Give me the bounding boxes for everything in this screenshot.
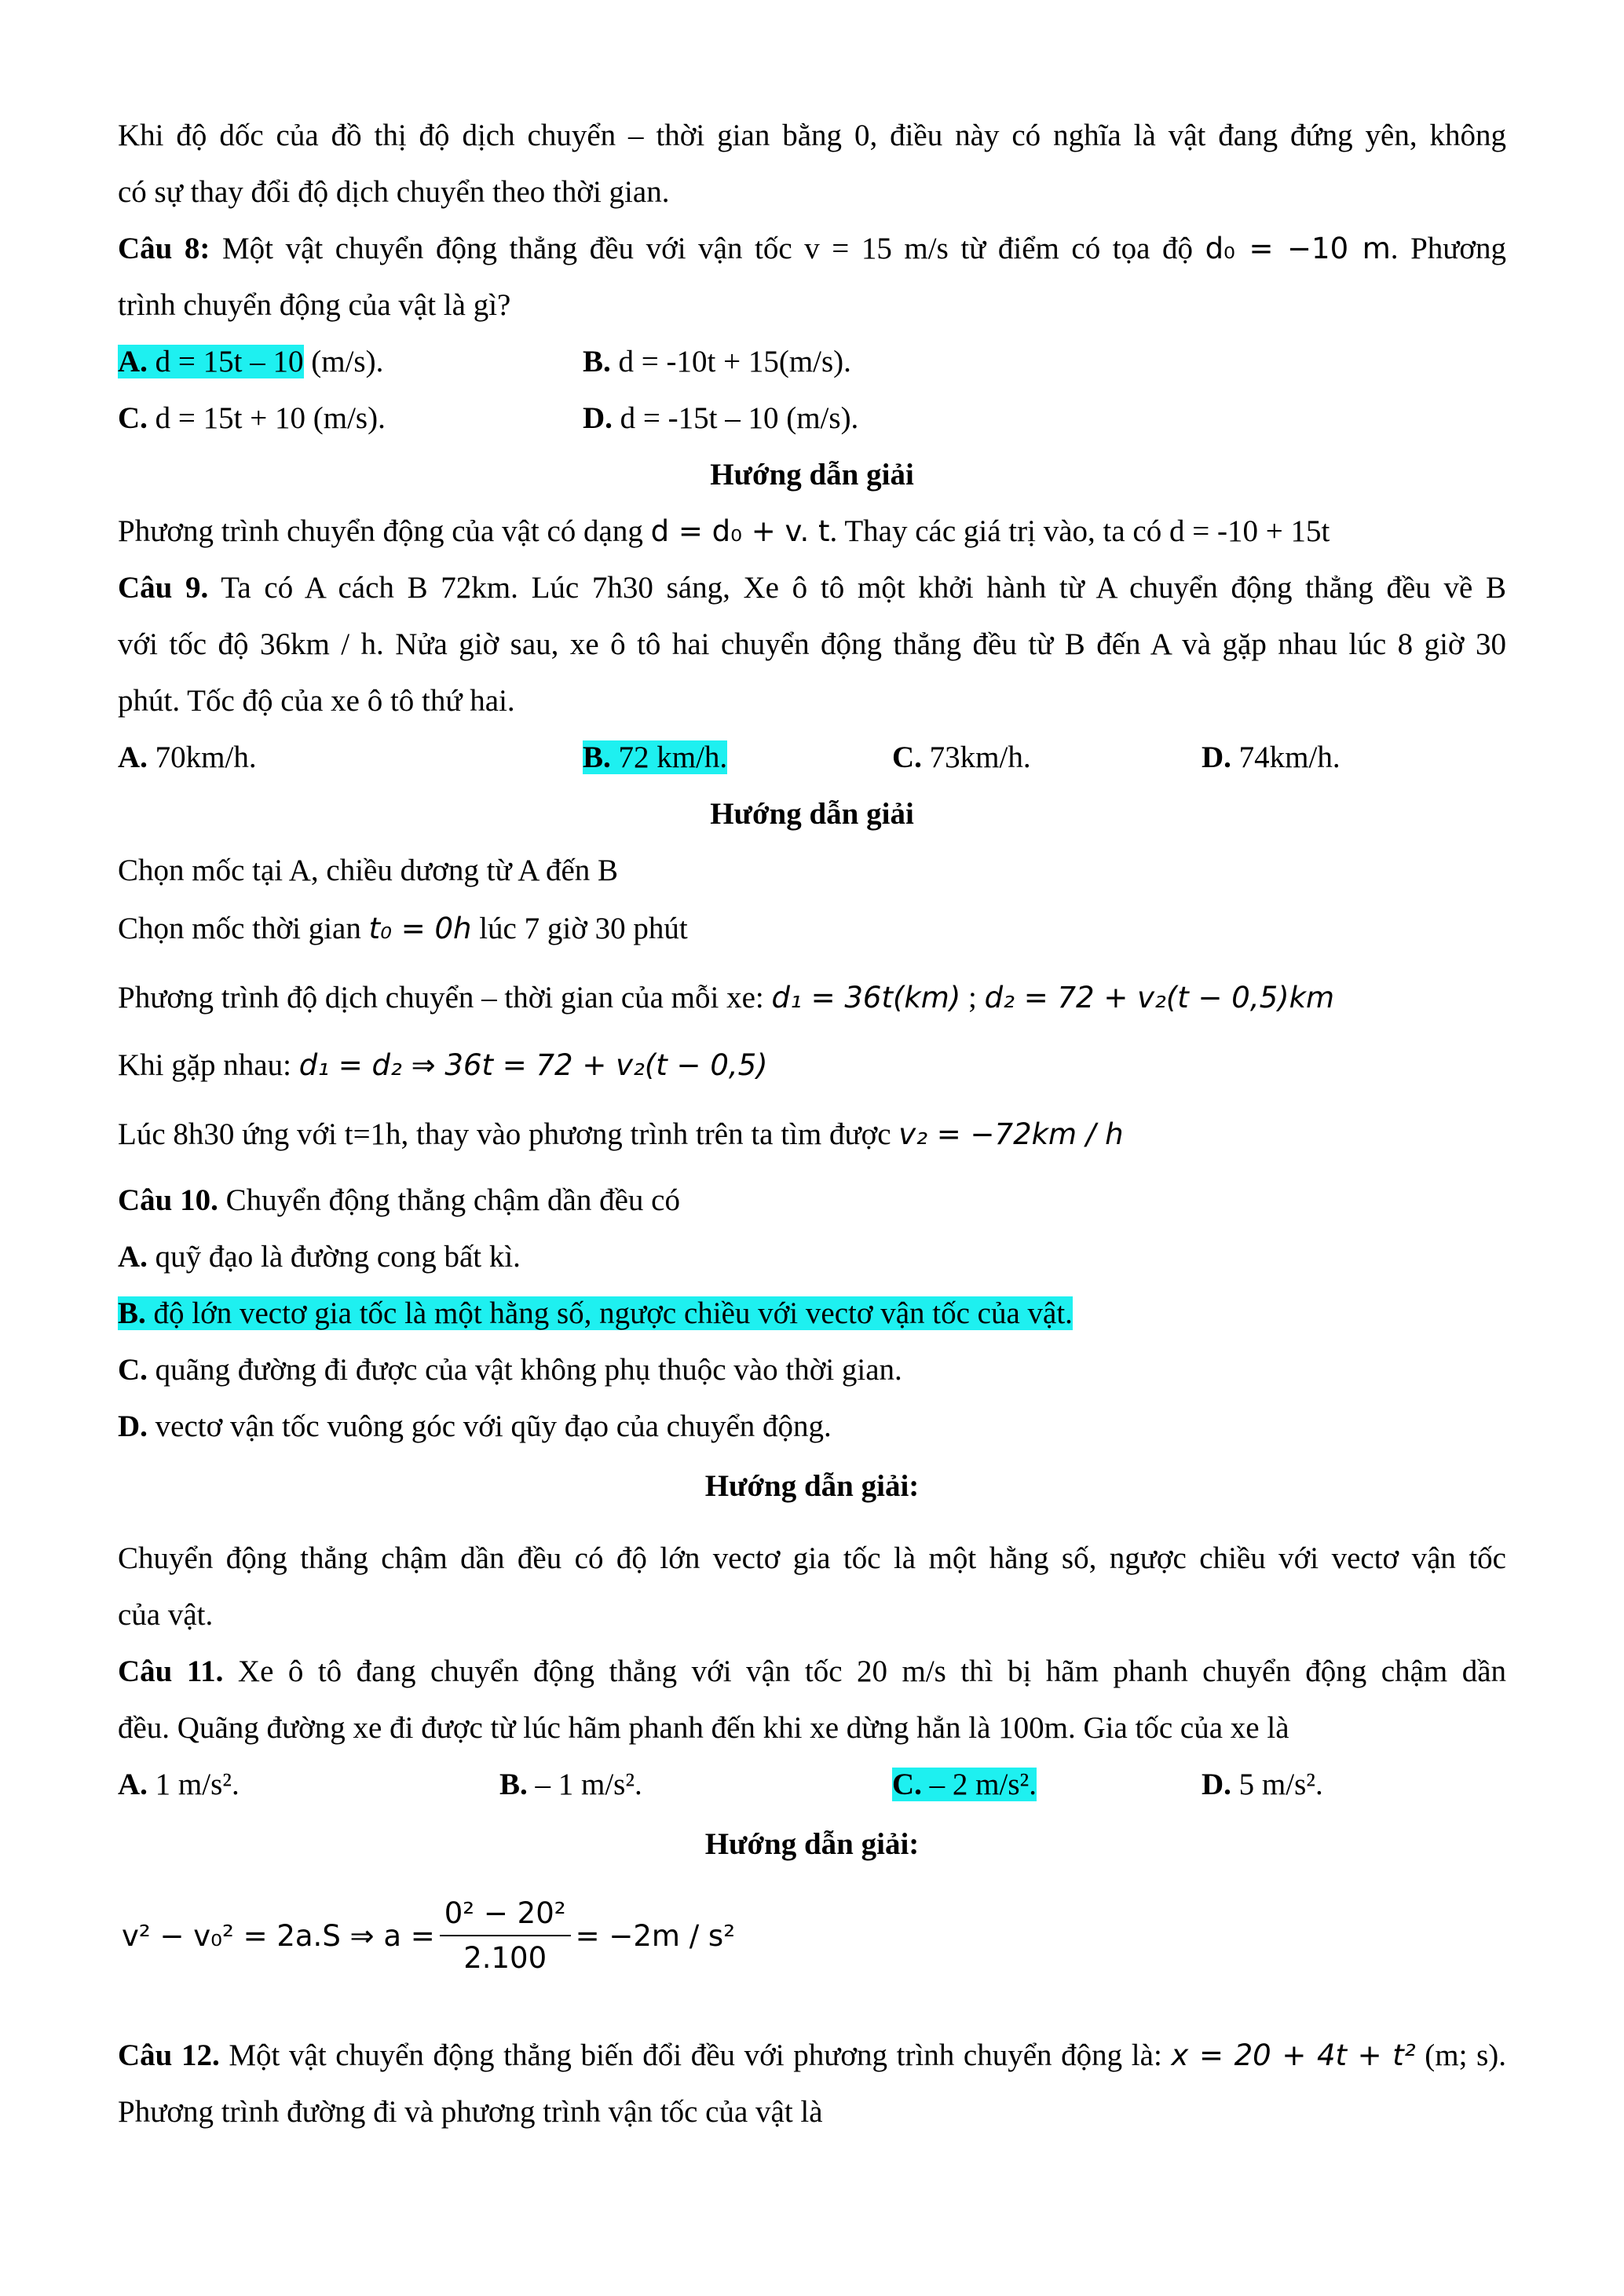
question-11-formula — [122, 1888, 735, 1983]
question-10-option-a — [118, 1239, 521, 1274]
solution-text-a: Lúc 8h30 ứng với t=1h, thay vào phương trình trên ta tìm được — [118, 1117, 899, 1151]
solution-text-a: Chọn mốc thời gian — [118, 912, 369, 945]
formula-numerator: 0² − 20² — [440, 1896, 571, 1936]
question-8-option-c — [118, 400, 386, 436]
solution-text-a: Phương trình chuyển động của vật có dạng — [118, 514, 651, 548]
option-d-label: D. — [1202, 1768, 1231, 1801]
formula-right: = −2m / s² — [575, 1918, 736, 1953]
question-11-label: Câu 11. — [118, 1654, 224, 1688]
question-10-text: Chuyển động thẳng chậm dần đều có — [218, 1183, 680, 1217]
option-a-label: A. — [118, 345, 148, 378]
option-c-text: – 2 m/s². — [921, 1768, 1037, 1801]
option-d-text: d = -15t – 10 (m/s). — [612, 401, 859, 435]
option-b-label: B. — [583, 740, 611, 774]
question-8-solution-heading — [118, 457, 1506, 492]
question-9-option-b — [583, 740, 727, 775]
question-8-option-a — [118, 344, 383, 379]
option-c-label: C. — [118, 401, 148, 435]
option-b-text: d = -10t + 15(m/s). — [610, 345, 851, 378]
question-9-option-c — [892, 740, 1031, 775]
option-d-label: D. — [583, 401, 613, 435]
question-11-option-a — [118, 1767, 240, 1802]
solution-math: d = d₀ + v. t — [650, 514, 830, 548]
option-a-text: 70km/h. — [147, 740, 257, 774]
option-a-unit: (m/s). — [303, 345, 384, 378]
option-c-text: quãng đường đi được của vật không phụ thuộc vào thời gian. — [147, 1353, 902, 1387]
highlighted-answer — [892, 1768, 1037, 1801]
question-9-label: Câu 9. — [118, 571, 209, 605]
question-11-option-d — [1202, 1767, 1323, 1802]
question-9-line-3: phút. Tốc độ của xe ô tô thứ hai. — [118, 684, 515, 718]
question-9-solution-heading — [118, 796, 1506, 832]
option-b-text: – 1 m/s². — [527, 1768, 642, 1801]
solution-heading-text: Hướng dẫn giải: — [704, 1827, 920, 1861]
option-b-label: B. — [118, 1296, 146, 1330]
option-a-text: d = 15t – 10 — [147, 345, 304, 378]
option-a-text: 1 m/s². — [147, 1768, 240, 1801]
question-10-line-1 — [118, 1183, 1506, 1218]
solution-heading-text: Hướng dẫn giải — [710, 458, 914, 492]
option-a-label: A. — [118, 1240, 148, 1274]
option-a-label: A. — [118, 740, 148, 774]
question-10-solution-heading — [118, 1468, 1506, 1504]
solution-text-a: Khi gặp nhau: — [118, 1048, 299, 1082]
question-10-solution-1: Chuyển động thẳng chậm dần đều có độ lớn vectơ gia tốc là một hằng số, ngược chiều với vectơ vận tốc — [118, 1541, 1506, 1575]
question-8-label: Câu 8: — [118, 232, 210, 265]
question-11-option-b — [499, 1767, 642, 1802]
solution-math: v₂ = −72km / h — [898, 1117, 1124, 1151]
option-d-text: 5 m/s². — [1231, 1768, 1323, 1801]
solution-math-1: d₁ = 36t(km) — [771, 981, 961, 1015]
question-12-label: Câu 12. — [118, 2038, 220, 2072]
option-d-label: D. — [118, 1409, 148, 1443]
highlighted-answer — [118, 1296, 1073, 1330]
question-8-option-d — [583, 400, 858, 436]
question-12-text-b: (m; s). — [1415, 2038, 1506, 2072]
option-d-label: D. — [1202, 740, 1231, 774]
question-9-line-1 — [118, 570, 1506, 605]
question-8-solution — [118, 514, 1506, 549]
question-9-text: Ta có A cách B 72km. Lúc 7h30 sáng, Xe ô tô một khởi hành từ A chuyển động thẳng đều về B — [208, 571, 1507, 605]
question-10-option-b — [118, 1296, 1073, 1331]
question-10-option-c — [118, 1352, 902, 1387]
question-9-solution-4 — [118, 1047, 1506, 1083]
question-12-math: x = 20 + 4t + t² — [1171, 2038, 1416, 2072]
option-b-text: độ lớn vectơ gia tốc là một hằng số, ngược chiều với vectơ vận tốc của vật. — [145, 1296, 1073, 1330]
question-12-text-a: Một vật chuyển động thẳng biến đổi đều với phương trình chuyển động là: — [219, 2038, 1172, 2072]
question-8-line-1 — [118, 231, 1506, 266]
option-c-label: C. — [118, 1353, 148, 1387]
question-8-option-b — [583, 344, 851, 379]
intro-line-1: Khi độ dốc của đồ thị độ dịch chuyển – thời gian bằng 0, điều này có nghĩa là vật đang đứng yên, không — [118, 119, 1506, 152]
option-d-text: 74km/h. — [1231, 740, 1341, 774]
question-9-solution-2 — [118, 911, 1506, 946]
question-10-solution-2: của vật. — [118, 1598, 214, 1632]
formula-fraction — [440, 1896, 571, 1975]
option-d-text: vectơ vận tốc vuông góc với qũy đạo của chuyển động. — [147, 1409, 832, 1443]
highlighted-answer — [118, 345, 304, 378]
option-c-text: 73km/h. — [921, 740, 1031, 774]
question-8-line-2: trình chuyển động của vật là gì? — [118, 288, 511, 322]
question-10-label: Câu 10. — [118, 1183, 218, 1217]
option-b-text: 72 km/h. — [610, 740, 728, 774]
solution-text-b: . Thay các giá trị vào, ta có d = -10 + 15t — [829, 514, 1330, 548]
solution-separator: ; — [960, 981, 985, 1015]
option-b-label: B. — [499, 1768, 528, 1801]
question-9-solution-5 — [118, 1117, 1506, 1152]
highlighted-answer — [583, 740, 727, 774]
option-c-label: C. — [892, 740, 922, 774]
option-a-text: quỹ đạo là đường cong bất kì. — [147, 1240, 521, 1274]
question-9-option-d — [1202, 740, 1341, 775]
question-11-line-1 — [118, 1654, 1506, 1689]
question-8-math: d₀ = −10 m — [1205, 232, 1391, 265]
solution-text-b: lúc 7 giờ 30 phút — [471, 912, 688, 945]
question-8-text-a: Một vật chuyển động thẳng đều với vận tốc v = 15 m/s từ điểm có tọa độ — [210, 232, 1205, 265]
question-9-solution-3 — [118, 980, 1506, 1015]
intro-line-2: có sự thay đổi độ dịch chuyển theo thời gian. — [118, 175, 670, 209]
formula-denominator: 2.100 — [463, 1941, 547, 1975]
question-9-option-a — [118, 740, 257, 775]
question-12-line-2: Phương trình đường đi và phương trình vận tốc của vật là — [118, 2095, 823, 2129]
question-12-line-1 — [118, 2038, 1506, 2073]
solution-math-2: d₂ = 72 + v₂(t − 0,5)km — [984, 981, 1335, 1015]
option-a-label: A. — [118, 1768, 148, 1801]
question-8-text-b: . Phương — [1390, 232, 1507, 265]
question-11-option-c — [892, 1767, 1037, 1802]
option-c-label: C. — [892, 1768, 922, 1801]
solution-math: t₀ = 0h — [368, 912, 472, 945]
solution-heading-text: Hướng dẫn giải: — [704, 1469, 920, 1503]
question-9-line-2: với tốc độ 36km / h. Nửa giờ sau, xe ô tô hai chuyển động thẳng đều từ B đến A và gặp nhau lúc 8 giờ 30 — [118, 627, 1506, 661]
option-b-label: B. — [583, 345, 611, 378]
question-11-line-2: đều. Quãng đường xe đi được từ lúc hãm phanh đến khi xe dừng hẳn là 100m. Gia tốc của xe là — [118, 1711, 1289, 1745]
solution-math: d₁ = d₂ ⇒ 36t = 72 + v₂(t − 0,5) — [298, 1048, 768, 1082]
option-c-text: d = 15t + 10 (m/s). — [147, 401, 386, 435]
question-11-solution-heading — [118, 1826, 1506, 1862]
solution-heading-text: Hướng dẫn giải — [710, 797, 914, 831]
formula-left: v² − v₀² = 2a.S ⇒ a = — [122, 1918, 435, 1953]
question-11-text: Xe ô tô đang chuyển động thẳng với vận tốc 20 m/s thì bị hãm phanh chuyển động chậm dần — [223, 1654, 1507, 1688]
question-10-option-d — [118, 1409, 832, 1444]
solution-text-a: Phương trình độ dịch chuyển – thời gian của mỗi xe: — [118, 981, 772, 1015]
question-9-solution-1: Chọn mốc tại A, chiều dương từ A đến B — [118, 854, 619, 887]
